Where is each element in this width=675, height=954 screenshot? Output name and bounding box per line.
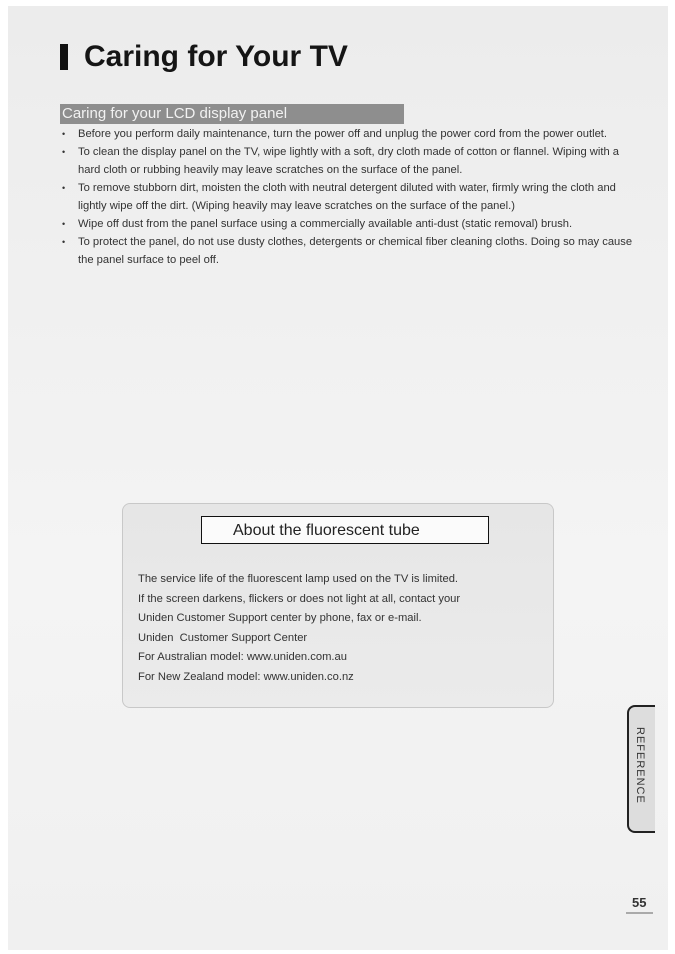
title-bar-mark [60,44,68,70]
note-line: For Australian model: www.uniden.com.au [138,651,347,663]
list-item: • To protect the panel, do not use dusty clothes, detergents or chemical fiber cleaning cloths. Doing so may cause the panel surface to peel off. [62,233,642,269]
page-number-underline [626,912,653,914]
note-line: Uniden Customer Support center by phone, fax or e-mail. [138,612,422,624]
note-line: The service life of the fluorescent lamp used on the TV is limited. [138,573,459,585]
note-title: About the fluorescent tube [201,516,489,544]
page-title [60,40,348,74]
note-line: For New Zealand model: www.uniden.co.nz [138,670,354,683]
note-text [138,570,460,687]
bullet-list [62,125,642,269]
side-tab-label: REFERENCE [634,727,646,804]
side-tab [627,705,655,833]
list-item: • To remove stubborn dirt, moisten the cloth with neutral detergent diluted with water, firmly wring the cloth and lightly wipe off the dirt. (Wiping heavily may leave scratches on the surface of the panel.) [62,179,642,215]
list-item: • To clean the display panel on the TV, wipe lightly with a soft, dry cloth made of cotton or flannel. Wiping with a hard cloth or rubbing heavily may leave scratches on the surface of the panel. [62,143,642,179]
note-box [122,503,554,708]
note-line: Uniden Customer Support Center [138,631,308,644]
note-line: If the screen darkens, flickers or does not light at all, contact your [138,592,461,605]
section-heading: Caring for your LCD display panel [60,104,404,124]
list-item: • Before you perform daily maintenance, turn the power off and unplug the power cord from the power outlet. [62,125,642,143]
page-number: 55 [632,895,647,910]
title-text: Caring for Your TV [84,40,348,73]
list-item: • Wipe off dust from the panel surface using a commercially available anti-dust (static removal) brush. [62,215,642,233]
